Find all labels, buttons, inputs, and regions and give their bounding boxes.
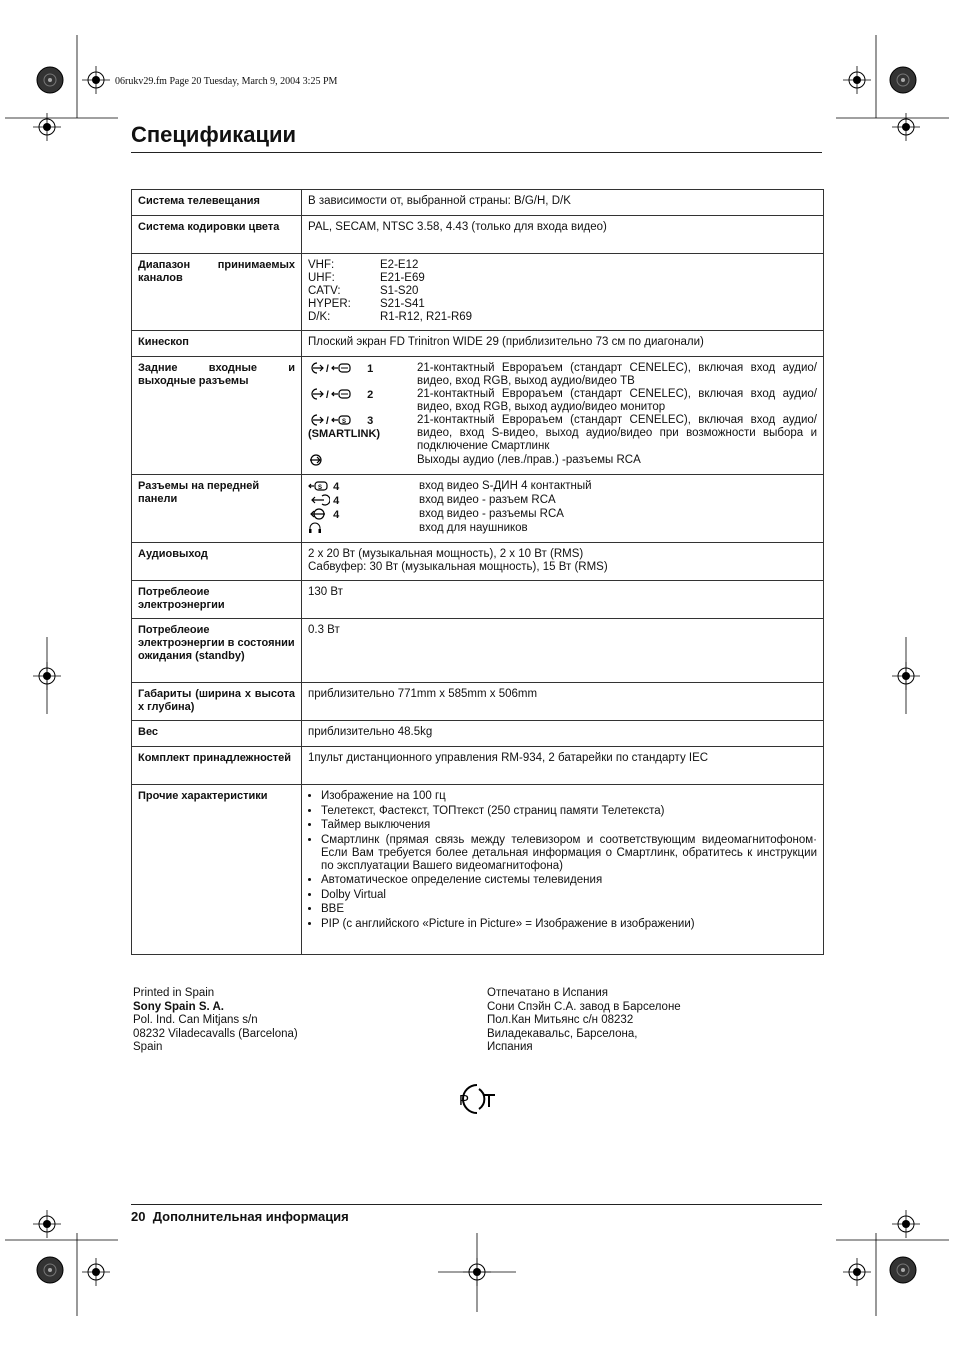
table-row	[132, 543, 824, 581]
spec-value: приблизительно 48.5kg	[302, 721, 824, 747]
svg-text:/: /	[326, 364, 329, 374]
spec-label: Система телевещания	[132, 190, 302, 216]
spec-label: Кинескоп	[132, 331, 302, 357]
headphones-icon	[308, 522, 322, 534]
spec-label: Потреблеоие электроэнергии	[132, 581, 302, 619]
list-item: • Автоматическое определение системы телевидения	[321, 874, 817, 887]
list-item: 4 вход видео - разъем RCA	[308, 494, 817, 508]
table-row	[132, 785, 824, 955]
file-header: 06rukv29.fm Page 20 Tuesday, March 9, 2004 3:25 PM	[115, 76, 338, 87]
title-divider	[131, 152, 822, 153]
list-item: • Смартлинк (прямая связь между телевизором и соответствующим видеомагнитофоном· Если Вам требуется более детальная информация о Смартлинк, обратитесь к инструкции по эксплуатации Вашего видеомагнитофона)	[321, 834, 817, 873]
table-row	[132, 190, 824, 216]
list-item: / 2 21-контактный Еврораъем (стандарт CENELEC), включая вход аудио/видео, вход RGB, выход аудио/видео монитор	[308, 388, 817, 414]
table-row	[132, 254, 824, 331]
spec-label: Потреблеоие электроэнергии в состоянии ожидания (standby)	[132, 619, 302, 683]
list-item: HYPER: S21-S41	[308, 298, 425, 310]
spec-value: Плоский экран FD Trinitron WIDE 29 (приблизительно 73 см по диагонали)	[302, 331, 824, 357]
list-item: / S 3 (SMARTLINK) 21-контактный Еврораъем (стандарт CENELEC), включая вход аудио/видео, вход S-видео, выход аудио/видео при возможности выбора и подключение Смартлинк	[308, 414, 817, 452]
svg-text:/: /	[326, 416, 329, 426]
list-item: • Таймер выключения	[321, 819, 817, 832]
list-item: • Dolby Virtual	[321, 889, 817, 902]
list-item: VHF: E2-E12	[308, 259, 419, 271]
spec-label: Система кодировки цвета	[132, 216, 302, 254]
spec-value: 2 x 20 Вт (музыкальная мощность), 2 x 10 Вт (RMS) Сабвуфер: 30 Вт (музыкальная мощность), 15 Вт (RMS)	[302, 543, 824, 581]
list-item: • Телетекст, Фастекст, ТОПтекст (250 страниц памяти Телетекста)	[321, 805, 817, 818]
spec-value: PAL, SECAM, NTSC 3.58, 4.43 (только для входа видео)	[302, 216, 824, 254]
video-input-icon	[308, 494, 330, 506]
spec-value: 130 Вт	[302, 581, 824, 619]
spec-label: Диапазон принимаемых каналов	[132, 254, 302, 331]
section-title: Дополнительная информация	[152, 1209, 349, 1224]
table-row	[132, 331, 824, 357]
table-row	[132, 216, 824, 254]
list-item: CATV: S1-S20	[308, 285, 419, 297]
list-item: 4 вход видео - разъемы RCA	[308, 508, 817, 522]
channel-list	[302, 254, 824, 331]
spec-value: приблизительно 771mm x 585mm x 506mm	[302, 683, 824, 721]
svg-text:S: S	[342, 419, 347, 425]
list-item: Выходы аудио (лев./прав.) -разъемы RCA	[308, 454, 817, 468]
page-number: 20	[131, 1209, 146, 1224]
list-item: S 4 вход видео S-ДИН 4 контактный	[308, 480, 817, 494]
imprint-russian: Отпечатано в Испания Сони Спэйн С.А. завод в Барселоне Пол.Кан Митьянс с/н 08232 Виладекавальс, Барселона, Испания	[487, 987, 681, 1053]
scart-in-out-icon	[308, 388, 364, 400]
table-row	[132, 475, 824, 543]
table-row	[132, 683, 824, 721]
svg-text:S: S	[318, 485, 323, 491]
list-item: • BBE	[321, 903, 817, 916]
table-row	[132, 581, 824, 619]
spec-value: 1пульт дистанционного управления RM-934, 2 батарейки по стандарту IEC	[302, 747, 824, 785]
table-row	[132, 619, 824, 683]
audio-out-icon	[308, 454, 328, 466]
spec-value: В зависимости от, выбранной страны: B/G/H, D/K	[302, 190, 824, 216]
front-connectors	[302, 475, 824, 543]
spec-label: Прочие характеристики	[132, 785, 302, 955]
scart-s-video-icon	[308, 414, 364, 426]
rear-connectors	[302, 357, 824, 475]
table-row	[132, 357, 824, 475]
spec-label: Габариты (ширина x высота x глубина)	[132, 683, 302, 721]
list-item: вход для наушников	[308, 522, 817, 536]
features-list	[302, 785, 824, 955]
table-row	[132, 747, 824, 785]
spec-label: Разъемы на передней панели	[132, 475, 302, 543]
list-item: • PIP (с английского «Picture in Picture» = Изображение в изображении)	[321, 918, 817, 931]
footer-divider	[131, 1204, 822, 1205]
spec-label: Задние входные и выходные разъемы	[132, 357, 302, 475]
page-footer	[131, 1209, 349, 1224]
scart-in-out-icon	[308, 362, 364, 374]
s-video-input-icon	[308, 480, 330, 492]
imprint-english: Printed in Spain Sony Spain S. A. Pol. Ind. Can Mitjans s/n 08232 Viladecavalls (Barcelona) Spain	[133, 987, 298, 1053]
list-item: UHF: E21-E69	[308, 272, 425, 284]
page-title: Спецификации	[131, 122, 297, 147]
spec-table	[131, 189, 824, 955]
spec-label: Вес	[132, 721, 302, 747]
spec-value: 0.3 Вт	[302, 619, 824, 683]
svg-text:/: /	[326, 390, 329, 400]
table-row	[132, 721, 824, 747]
spec-label: Комплект принадлежностей	[132, 747, 302, 785]
list-item: / 1 21-контактный Еврораъем (стандарт CENELEC), включая вход аудио/видео, вход RGB, выход аудио/видео ТВ	[308, 362, 817, 388]
svg-text:P: P	[459, 1092, 470, 1109]
list-item: D/K: R1-R12, R21-R69	[308, 311, 473, 323]
audio-input-icon	[308, 508, 330, 520]
certification-logo	[451, 1081, 497, 1117]
list-item: • Изображение на 100 гц	[321, 790, 817, 803]
spec-label: Аудиовыход	[132, 543, 302, 581]
